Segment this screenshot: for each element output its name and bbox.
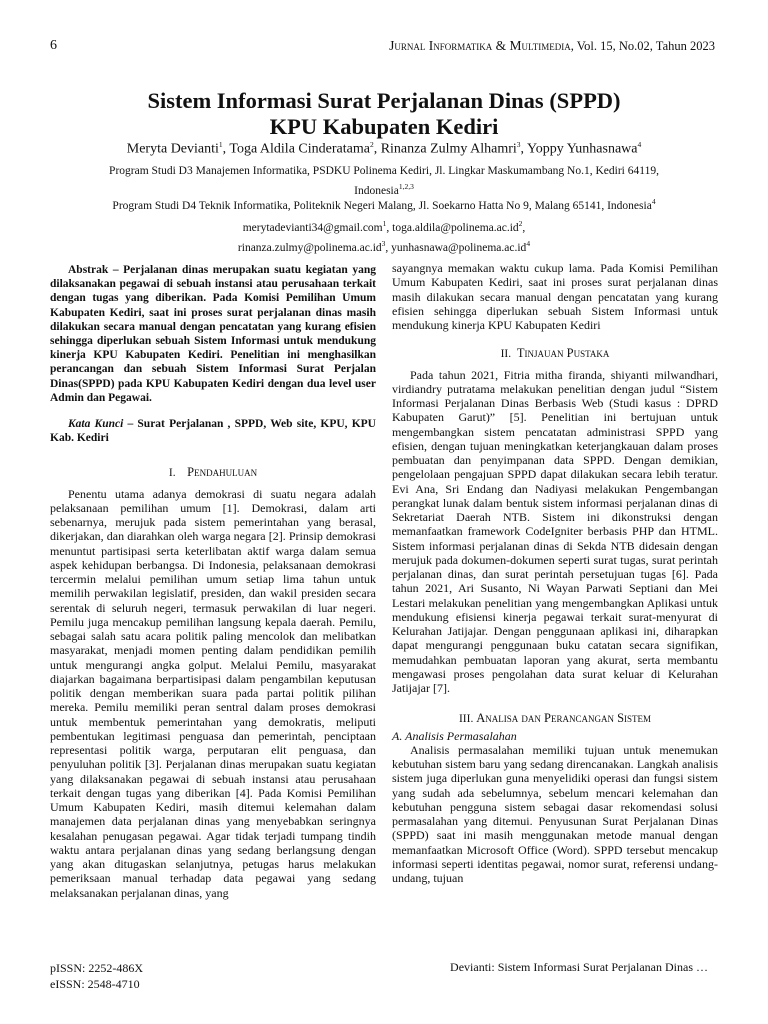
footer-issn	[50, 960, 143, 992]
keywords	[50, 417, 376, 445]
email-sup: 2	[518, 219, 523, 228]
keywords-label: Kata Kunci	[68, 418, 124, 431]
affiliation-2-text: Program Studi D4 Teknik Informatika, Politeknik Negeri Malang, Jl. Soekarno Hatta No 9, Malang 65141, Indonesia	[112, 199, 652, 212]
section-title: Tinjauan Pustaka	[516, 346, 610, 361]
left-column	[50, 263, 376, 900]
section-heading-introduction	[50, 465, 376, 480]
email-sup: 3	[381, 238, 386, 248]
author-sup: 2	[369, 140, 374, 149]
analysis-paragraph: Analisis permasalahan memiliki tujuan untuk menemukan kebutuhan sistem baru yang sedang direncanakan. Langkah analisis sistem juga diperlukan guna menyelidiki operasi dan fungsi sistem yang sudah ada sebelumnya, sebelum mencari kelemahan dan kebutuhan pengguna sistem sebagai dasar rekomendasi solusi permasalahan yang ditemui. Penyusunan Surat Perjalanan Dinas (SPPD) saat ini masih menggunakan metode manual dengan memanfaatkan Microsoft Office (Word). SPPD tersebut mencakup informasi seperti identitas pegawai, nomor surat, referensi undang-undang, tujuan	[392, 742, 718, 885]
section-title: Analisa dan Perancangan Sistem	[476, 711, 652, 726]
email-sup: 1	[382, 219, 387, 228]
footer-running-title: Devianti: Sistem Informasi Surat Perjalanan Dinas …	[450, 960, 708, 974]
journal-issue: , Vol. 15, No.02, Tahun 2023	[570, 39, 715, 53]
introduction-paragraph: Penentu utama adanya demokrasi di suatu negara adalah pelaksanaan pemilihan umum [1]. Demokrasi, dalam arti sebenarnya, merujuk pada sistem pemerintahan yang berasal, dikerjakan, dan diarahkan oleh warga negara [2]. Prinsip demokrasi menuntut partisipasi serta keterlibatan aktif warga dalam semua aspek kehidupan berbangsa. Di Indonesia, pelaksanaan demokrasi tercermin melalui pemilihan umum setiap lima tahun untuk memilih perwakilan legislatif, presiden, dan wakil presiden secara serentak di seluruh negeri, termasuk perwakilan di luar negeri. Pemilu juga mencakup pemilihan langsung kepala daerah. Pemilu, sebagai salah satu acara politik paling mencolok dan melibatkan masyarakat, menjadi momen penting dalam pendidikan pemilih untuk mengurangi angka golput. Melalui Pemilu, masyarakat diajarkan bagaimana berpartisipasi dalam pengambilan keputusan politik dengan memberikan suara pada partai politik pilihan mereka. Pemilu memiliki peran sentral dalam proses demokrasi untuk membentuk pemerintahan yang demokratis, meliputi pembentukan legitimasi penguasa dan pemerintah, penciptaan representasi politik warga, perputaran elit penguasa, dan penyuluhan politik [3]. Perjalanan dinas merupakan suatu kegiatan yang dilaksanakan pegawai di sebuah instansi atau perusahaan terkait dengan tugas yang diberikan [4]. Pada Komisi Pemilihan Umum Kabupaten Kediri, masih ditemui kelemahan dalam manajemen data perjalanan dinas yang menyebabkan seringnya kesalahan penugasan pegawai. Agar tidak terjadi tumpang tindih waktu antara perjalanan dinas yang sedang berlangsung dengan yang akan ditugaskan selanjutnya, petugas harus melakukan pemeriksaan manual terhadap data pegawai yang sedang melaksanakan perjalanan dinas, yang	[50, 486, 376, 900]
section-heading-literature	[392, 346, 718, 361]
section-title: Pendahuluan	[187, 465, 258, 480]
author-name: Rinanza Zulmy Alhamri	[380, 141, 517, 157]
email-sup: 4	[526, 238, 531, 248]
section-number: II.	[500, 348, 512, 361]
page-number: 6	[50, 38, 57, 53]
affiliation-2	[60, 194, 708, 214]
paper-title	[40, 88, 728, 140]
email-address[interactable]: merytadevianti34@gmail.com	[242, 221, 383, 234]
keywords-text: – Surat Perjalanan , SPPD, Web site, KPU, KPU Kab. Kediri	[50, 418, 376, 445]
email-address[interactable]: rinanza.zulmy@polinema.ac.id	[237, 241, 382, 254]
literature-paragraph: Pada tahun 2021, Fitria mitha firanda, shiyanti milwandhari, virdiandry putratama melakukan penelitian dengan judul “Sistem Informasi Perjalanan Dinas Berbasis Web (Studi kasus : DPRD Kabupaten Garut)” [5]. Penelitian ini bertujuan untuk mengembangkan sistem pencatatan administrasi SPPD yang efisien, dengan tujuan meningkatkan keterjangkauan dalam proses pembuatan dan penyimpanan data SPPD. Dengan demikian, pengelolaan pengajuan SPPD dapat dilakukan secara lebih teratur. Evi Ana, Sri Endang dan Nadiyasi melakukan Pengembangan perangkat lunak dalam bentuk sistem informasi perjalanan dinas di Sekretariat Daerah NTB. Sistem ini dikonstruksi dengan memanfaatkan framework CodeIgniter berbasis PHP dan HTML. Sistem informasi perjalanan dinas di Sekda NTB didesain dengan merujuk pada dokumen-dokumen seperti surat tugas, surat perintah perjalanan dinas, dan surat perintah persetujuan tugas [6]. Pada tahun 2021, Ari Susanto, Ni Wayan Parwati Septiani dan Mei Lestari melakukan penelitian yang mengembangkan Aplikasi untuk mendukung efisiensi kinerja pegawai terkait surat-menyurat di Kelurahan Jatijajar. Dengan penggunaan aplikasi ini, diharapkan dapat mengurangi penggunaan buku catatan secara signifikan, memudahkan pembuatan laporan yang akurat, serta membantu mengawasi proses pengolahan data surat keluar di Kelurahan Jatijajar [7].	[392, 367, 718, 695]
title-line-1: Sistem Informasi Surat Perjalanan Dinas (SPPD)	[147, 88, 621, 113]
affiliation-sup: 1,2,3	[398, 182, 414, 191]
journal-name: Jurnal Informatika & Multimedia	[389, 38, 571, 53]
author-sup: 1	[218, 140, 223, 149]
footer-pissn: pISSN: 2252-486X	[50, 961, 144, 975]
abstract: Abstrak – Perjalanan dinas merupakan suatu kegiatan yang dilaksanakan pegawai di sebuah instansi atau perusahaan terkait dengan tugas yang diberikan. Pada Komisi Pemilihan Umum Kabupaten Kediri, saat ini proses surat perjalanan dinas masih dilakukan secara manual dengan pencatatan yang kurang efisien sehingga diperlukan sebuah Sistem Informasi untuk mendukung kinerja KPU Kabupaten Kediri. Penelitian ini menghasilkan perancangan dan sebuah Sistem Informasi Surat Perjalan Dinas(SPPD) pada KPU Kabupaten Kediri dengan dua level user Admin dan Pegawai.	[50, 264, 376, 404]
affiliation-sup: 4	[651, 197, 656, 206]
journal-header	[389, 38, 715, 54]
footer-eissn: eISSN: 2548-4710	[50, 977, 140, 991]
subsection-heading: A. Analisis Permasalahan	[392, 728, 517, 743]
author-sup: 4	[637, 140, 642, 149]
author-name: Meryta Devianti	[126, 141, 219, 157]
section-number: III.	[458, 713, 474, 726]
author-name: Toga Aldila Cinderatama	[229, 141, 370, 157]
title-line-2: KPU Kabupaten Kediri	[269, 114, 499, 139]
affiliation-country: Indonesia	[354, 184, 399, 197]
affiliation-1-line-1: Program Studi D3 Manajemen Informatika, PSDKU Polinema Kediri, Jl. Lingkar Maskumambang No.1, Kediri 64119,	[109, 165, 659, 177]
email-line-2: $rinanza.zulmy@polinema.ac.id^3$, $yunhasnawa@polinema.ac.id^4$	[237, 238, 531, 254]
email-address[interactable]: toga.aldila@polinema.ac.id	[392, 221, 519, 234]
right-column	[392, 261, 718, 885]
author-sup: 3	[516, 140, 521, 149]
email-list	[60, 216, 708, 256]
section-number: I.	[168, 467, 176, 480]
author-name: Yoppy Yunhasnawa	[527, 141, 638, 157]
author-list: Meryta Devianti$^1$, Toga Aldila Cinderatama$^2$, Rinanza Zulmy Alhamri$^3$, Yoppy Yunhasnawa$^4$	[126, 140, 642, 157]
email-address[interactable]: yunhasnawa@polinema.ac.id	[391, 241, 527, 254]
email-line-1: merytadevianti34@gmail.com$^1$, $toga.aldila@polinema.ac.id^2$,	[242, 219, 526, 234]
introduction-continuation: sayangnya memakan waktu cukup lama. Pada Komisi Pemilihan Umum Kabupaten Kediri, saat ini proses surat perjalanan dinas masih dilakukan secara manual dengan pencatatan yang kurang efisien sehingga diperlukan sebuah Sistem Informasi untuk mendukung kinerja KPU Kabupaten Kediri	[392, 261, 718, 332]
section-heading-analysis	[392, 711, 718, 726]
